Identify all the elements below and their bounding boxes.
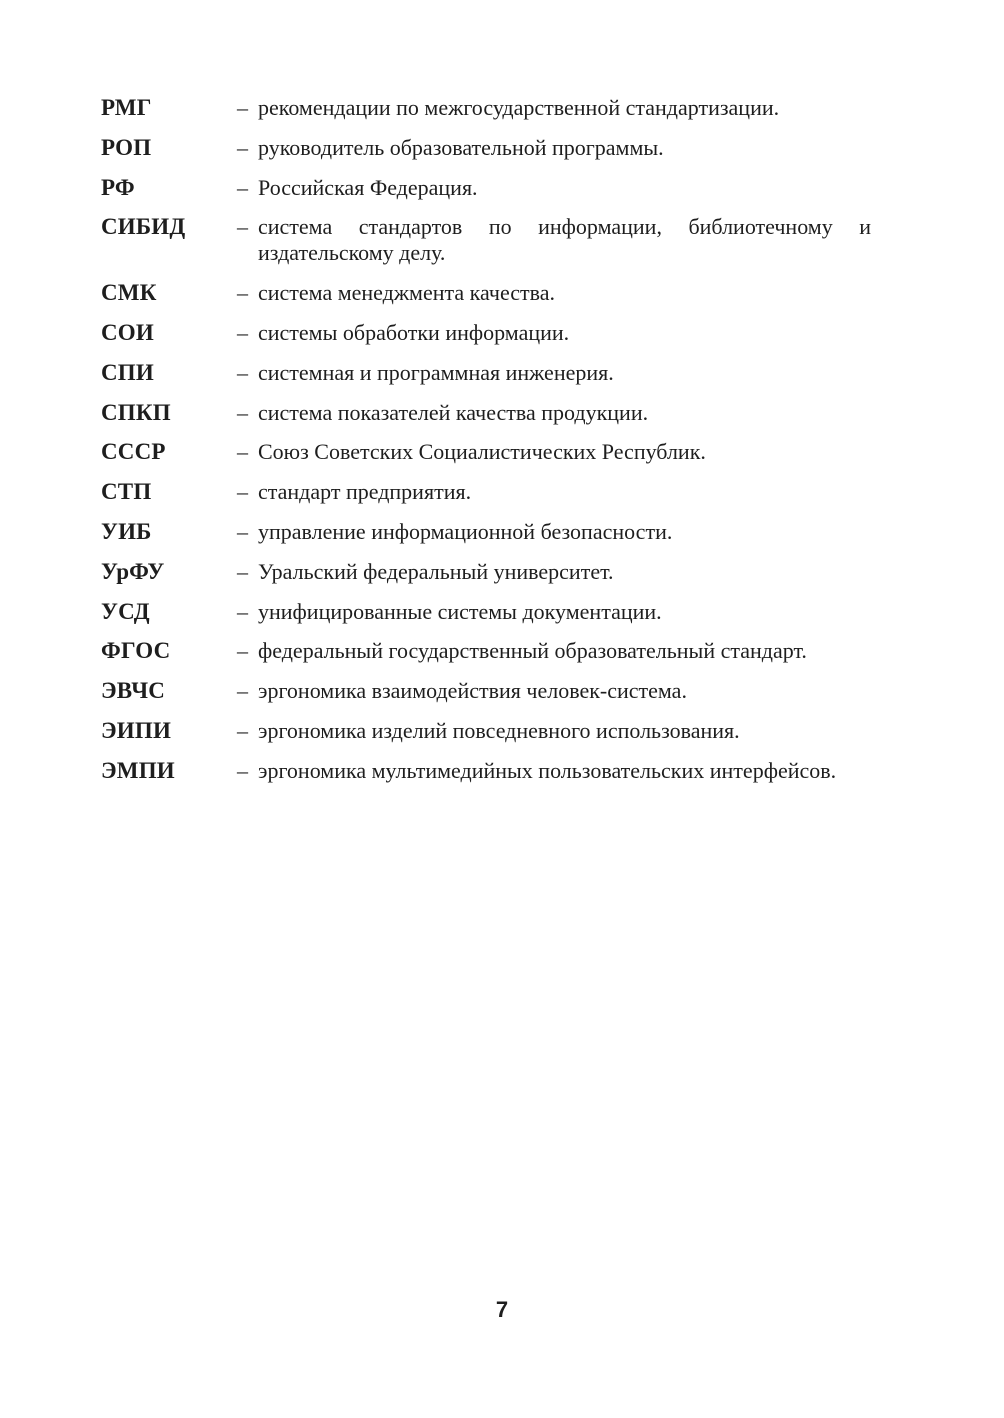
abbreviation-definition: рекомендации по межгосударственной стандартизации. [258, 95, 780, 120]
abbreviation-dash: – [237, 638, 248, 664]
abbreviation-row [101, 214, 871, 266]
abbreviation-dash: – [237, 598, 248, 624]
abbreviation-row [101, 559, 871, 585]
abbreviation-definition: унифицированные системы документации. [258, 598, 662, 624]
abbreviation-term: РМГ [101, 95, 152, 120]
abbreviation-row [101, 439, 871, 465]
abbreviation-term: ФГОС [101, 638, 171, 664]
abbreviation-row [101, 400, 871, 426]
abbreviation-row [101, 280, 871, 306]
abbreviation-definition: эргономика мультимедийных пользовательских интерфейсов. [258, 757, 837, 783]
abbreviation-row [101, 599, 871, 625]
page-number: 7 [495, 1297, 509, 1322]
abbreviation-dash: – [237, 558, 248, 584]
abbreviation-term: ЭИПИ [101, 717, 172, 743]
abbreviation-term: ЭВЧС [101, 678, 166, 704]
abbreviation-definition: эргономика изделий повседневного использования. [258, 717, 740, 743]
abbreviation-definition: система менеджмента качества. [258, 280, 556, 306]
abbreviation-definition: Уральский федеральный университет. [258, 558, 614, 584]
abbreviation-term: УрФУ [101, 558, 165, 584]
abbreviation-definition: системы обработки информации. [258, 319, 570, 345]
abbreviation-term: СМК [101, 280, 157, 306]
abbreviation-term: СПИ [101, 359, 154, 385]
abbreviation-row [101, 718, 871, 744]
abbreviation-row [101, 320, 871, 346]
abbreviation-dash: – [237, 399, 248, 425]
abbreviation-row [101, 519, 871, 545]
abbreviation-list [101, 95, 871, 798]
abbreviation-dash: – [237, 359, 248, 385]
abbreviation-dash: – [237, 174, 248, 200]
abbreviation-term: СТП [101, 479, 152, 505]
abbreviation-dash: – [237, 678, 248, 704]
abbreviation-definition: система стандартов по информации, библиотечному и издательскому делу. [258, 214, 871, 266]
abbreviation-dash: – [237, 717, 248, 743]
abbreviation-dash: – [237, 95, 248, 120]
abbreviation-term: УИБ [101, 518, 152, 544]
abbreviation-term: ЭМПИ [101, 757, 175, 783]
abbreviation-definition: управление информационной безопасности. [258, 518, 673, 544]
abbreviation-definition: федеральный государственный образовательный стандарт. [258, 638, 807, 664]
abbreviation-dash: – [237, 134, 248, 160]
abbreviation-row [101, 360, 871, 386]
abbreviation-definition: Российская Федерация. [258, 174, 478, 200]
abbreviation-term: РОП [101, 134, 152, 160]
abbreviation-term: СИБИД [101, 214, 186, 240]
abbreviation-dash: – [237, 479, 248, 505]
abbreviation-definition: системная и программная инженерия. [258, 359, 614, 385]
abbreviation-row [101, 638, 871, 664]
abbreviation-dash: – [237, 319, 248, 345]
abbreviation-dash: – [237, 280, 248, 306]
abbreviation-dash: – [237, 757, 248, 783]
abbreviation-term: СОИ [101, 319, 154, 345]
abbreviation-dash: – [237, 214, 248, 240]
abbreviation-definition: система показателей качества продукции. [258, 399, 649, 425]
abbreviation-row [101, 758, 871, 784]
abbreviation-row [101, 135, 871, 161]
abbreviation-definition: стандарт предприятия. [258, 479, 472, 505]
abbreviation-definition: Союз Советских Социалистических Республик. [258, 439, 706, 465]
abbreviation-term: СССР [101, 439, 166, 465]
abbreviation-row [101, 678, 871, 704]
abbreviation-term: РФ [101, 174, 135, 200]
abbreviation-definition: эргономика взаимодействия человек-система. [258, 678, 687, 704]
abbreviation-dash: – [237, 439, 248, 465]
abbreviation-dash: – [237, 518, 248, 544]
abbreviation-row [101, 95, 871, 121]
abbreviation-row [101, 479, 871, 505]
abbreviation-term: СПКП [101, 399, 171, 425]
abbreviation-row [101, 175, 871, 201]
abbreviation-term: УСД [101, 598, 150, 624]
abbreviation-definition: руководитель образовательной программы. [258, 134, 664, 160]
